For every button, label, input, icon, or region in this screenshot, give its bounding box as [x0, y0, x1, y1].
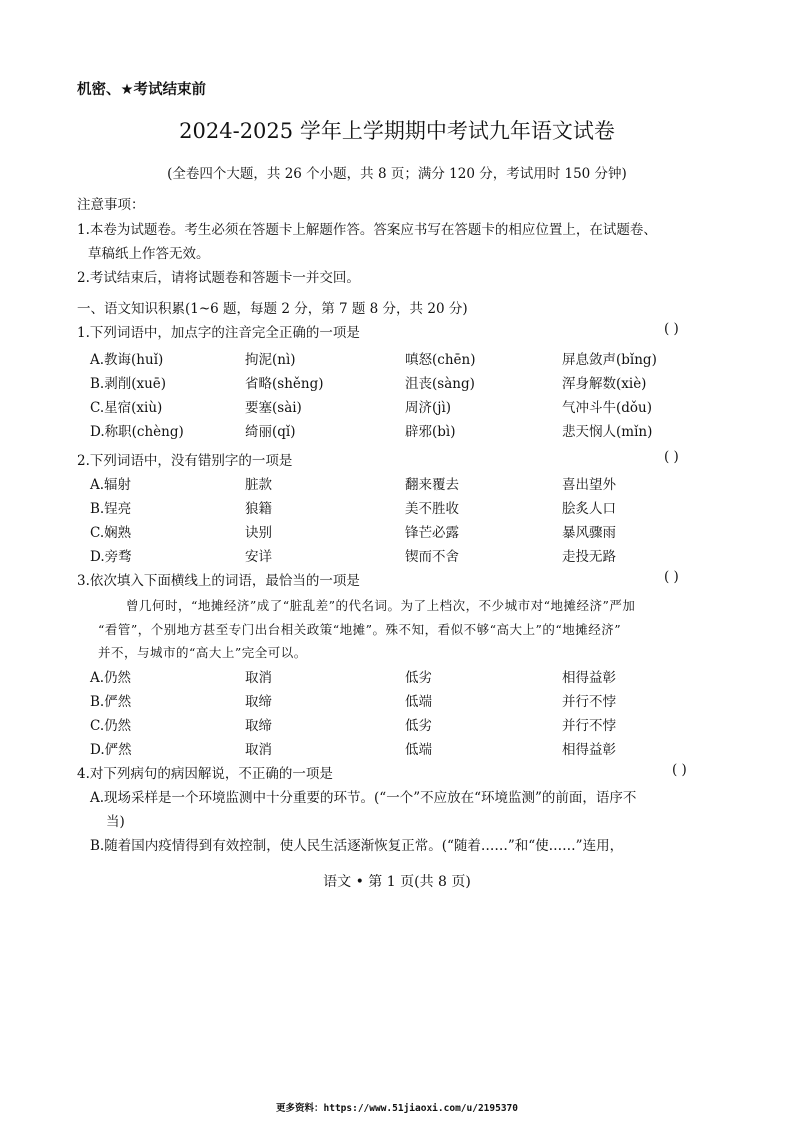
- option-cell: 屏息敛声(bǐng): [562, 352, 657, 368]
- option-cell: D.称职(chèng): [90, 424, 184, 440]
- option-cell: 脏款: [245, 477, 272, 493]
- option-cell: 取缔: [245, 694, 272, 710]
- note-item-1-cont: 草稿纸上作答无效。: [88, 246, 210, 262]
- option-cell: 取消: [245, 742, 272, 758]
- passage-line: 曾几何时，“地摊经济”成了“脏乱差”的代名词。为了上档次，不少城市对“地摊经济”严加: [126, 598, 636, 613]
- option-cell: 走投无路: [562, 549, 616, 565]
- option-cell: 周济(jì): [405, 400, 452, 416]
- option-cell: 低端: [405, 694, 432, 710]
- option-cell: 要塞(sài): [245, 400, 302, 416]
- option-cell: B.剥削(xuē): [90, 376, 167, 392]
- passage-line: “看管”，个别地方甚至专门出台相关政策“地摊”。殊不知，看似不够“高大上”的“地摊经济”: [98, 622, 622, 637]
- section-heading: 一、语文知识积累(1~6 题，每题 2 分，第 7 题 8 分，共 20 分): [77, 301, 468, 317]
- question-3-stem: 3.依次填入下面横线上的词语，最恰当的一项是: [77, 573, 360, 589]
- option-a: A.现场采样是一个环境监测中十分重要的环节。(“一个”不应放在“环境监测”的前面，语序不: [90, 790, 637, 806]
- option-cell: 并行不悖: [562, 718, 616, 734]
- option-cell: A.仍然: [90, 670, 132, 686]
- answer-blank: ( ): [672, 762, 687, 778]
- option-cell: 翻来覆去: [405, 477, 459, 493]
- option-a-cont: 当): [106, 814, 125, 830]
- question-1-stem: 1.下列词语中，加点字的注音完全正确的一项是: [77, 325, 360, 341]
- option-cell: 安详: [245, 549, 272, 565]
- option-cell: A.教诲(huǐ): [90, 352, 164, 368]
- option-cell: 省略(shěng): [245, 376, 324, 392]
- passage-line: 并不，与城市的“高大上”完全可以。: [98, 645, 307, 660]
- note-item-2: 2.考试结束后，请将试题卷和答题卡一并交回。: [77, 270, 360, 286]
- option-cell: 相得益彰: [562, 742, 616, 758]
- option-cell: 沮丧(sàng): [405, 376, 475, 392]
- option-cell: 低劣: [405, 670, 432, 686]
- option-cell: 狼籍: [245, 501, 272, 517]
- option-cell: 喜出望外: [562, 477, 616, 493]
- option-cell: 锲而不舍: [405, 549, 459, 565]
- option-cell: 取消: [245, 670, 272, 686]
- answer-blank: ( ): [664, 569, 679, 585]
- page-footer: 语文 • 第 1 页(共 8 页): [323, 874, 471, 890]
- option-cell: 取缔: [245, 718, 272, 734]
- option-cell: 美不胜收: [405, 501, 459, 517]
- option-cell: A.辐射: [90, 477, 132, 493]
- option-cell: 并行不悖: [562, 694, 616, 710]
- option-cell: 悲天悯人(mǐn): [562, 424, 653, 440]
- option-cell: 拘泥(nì): [245, 352, 296, 368]
- question-2-stem: 2.下列词语中，没有错别字的一项是: [77, 453, 293, 469]
- answer-blank: ( ): [664, 449, 679, 465]
- notes-heading: 注意事项：: [77, 197, 145, 213]
- option-cell: 脍炙人口: [562, 501, 616, 517]
- option-cell: 气冲斗牛(dǒu): [562, 400, 652, 416]
- option-b: B.随着国内疫情得到有效控制，使人民生活逐渐恢复正常。(“随着……”和“使……”连用，: [90, 838, 624, 854]
- option-cell: 诀别: [245, 525, 272, 541]
- option-cell: C.娴熟: [90, 525, 132, 541]
- option-cell: 辟邪(bì): [405, 424, 456, 440]
- option-cell: 浑身解数(xiè): [562, 376, 647, 392]
- option-cell: 绮丽(qǐ): [245, 424, 296, 440]
- answer-blank: ( ): [664, 321, 679, 337]
- option-cell: B.俨然: [90, 694, 132, 710]
- option-cell: D.旁骛: [90, 549, 132, 565]
- option-cell: C.仍然: [90, 718, 132, 734]
- option-cell: 暴风骤雨: [562, 525, 616, 541]
- more-resources-link: 更多资料：https://www.51jiaoxi.com/u/2195370: [276, 1103, 518, 1114]
- option-cell: B.锃亮: [90, 501, 132, 517]
- question-4-stem: 4.对下列病句的病因解说，不正确的一项是: [77, 766, 333, 782]
- option-cell: 锋芒必露: [405, 525, 459, 541]
- page-title: 2024-2025 学年上学期期中考试九年语文试卷: [179, 119, 615, 143]
- confidential-label: 机密、★考试结束前: [77, 82, 206, 98]
- option-cell: D.俨然: [90, 742, 132, 758]
- option-cell: 相得益彰: [562, 670, 616, 686]
- option-cell: 低端: [405, 742, 432, 758]
- option-cell: 低劣: [405, 718, 432, 734]
- option-cell: 嗔怒(chēn): [405, 352, 476, 368]
- option-cell: C.星宿(xiù): [90, 400, 163, 416]
- note-item-1: 1.本卷为试题卷。考生必须在答题卡上解题作答。答案应书写在答题卡的相应位置上，在试题卷、: [77, 222, 657, 238]
- exam-info: (全卷四个大题，共 26 个小题，共 8 页；满分 120 分，考试用时 150 分钟): [167, 166, 627, 182]
